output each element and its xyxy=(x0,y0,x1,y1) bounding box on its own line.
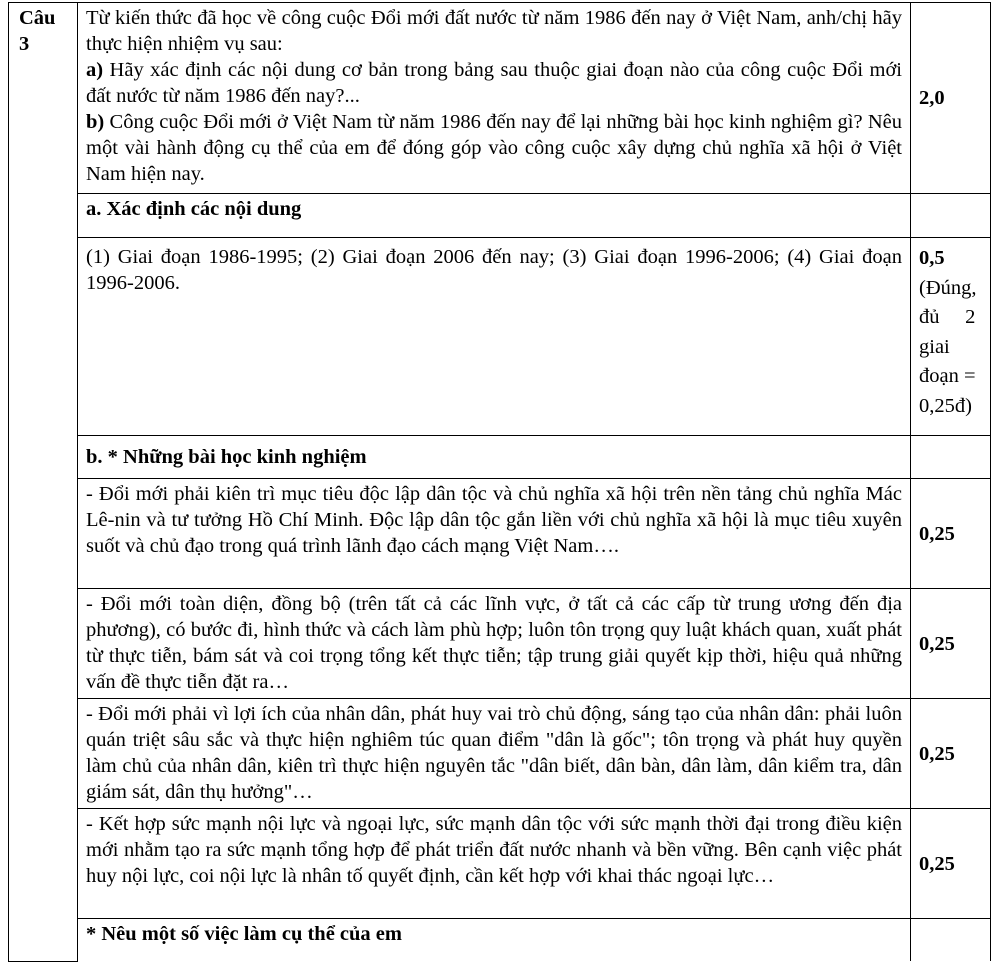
section-a-heading-row xyxy=(9,194,991,238)
section-a-score-note-5: 0,25đ) xyxy=(919,394,972,417)
part-b-label: b) xyxy=(86,111,105,133)
section-b-heading: b. * Những bài học kinh nghiệm xyxy=(78,436,911,479)
answer-key-table-frame xyxy=(8,2,990,979)
section-c-heading-row xyxy=(9,919,991,962)
section-c-heading-score xyxy=(911,919,991,962)
section-a-score-note-2: đủ 2 xyxy=(919,306,976,328)
lesson-text: - Kết hợp sức mạnh nội lực và ngoại lực, sức mạnh dân tộc với sức mạnh thời đại trong điều kiện mới nhằm tạo ra sức mạnh tổng hợp để phát triển đất nước nhanh và bền vững. Bên cạnh việc phát huy nội lực, coi nội lực là nhân tố quyết định, cần kết hợp với khai thác ngoại lực… xyxy=(78,809,911,919)
section-a-heading-score xyxy=(911,194,991,238)
question-number-cell xyxy=(9,3,78,962)
lesson-text: - Đổi mới phải vì lợi ích của nhân dân, phát huy vai trò chủ động, sáng tạo của nhân dân: phải luôn quán triệt sâu sắc và thực hiện nghiêm túc quan điểm "dân là gốc"; tôn trọng và phát huy quyền làm chủ của nhân dân, kiên trì thực hiện nguyên tắc "dân biết, dân bàn, dân làm, dân kiểm tra, dân giám sát, dân thụ hưởng"… xyxy=(78,699,911,809)
section-b-heading-score xyxy=(911,436,991,479)
lesson-row xyxy=(9,809,991,919)
question-row xyxy=(9,3,991,194)
section-a-score-note-1: (Đúng, xyxy=(919,276,977,299)
answer-key-table xyxy=(8,2,991,962)
section-a-score-cell xyxy=(911,238,991,436)
lesson-score: 0,25 xyxy=(911,479,991,589)
question-number: 3 xyxy=(19,33,30,55)
question-part-a xyxy=(86,57,902,109)
section-a-score-note-3: giai xyxy=(919,335,950,358)
section-a-score: 0,5 xyxy=(919,247,945,269)
question-prompt-cell xyxy=(78,3,911,194)
section-a-answer: (1) Giai đoạn 1986-1995; (2) Giai đoạn 2006 đến nay; (3) Giai đoạn 1996-2006; (4) Giai đoạn 1996-2006. xyxy=(78,238,911,436)
lesson-score: 0,25 xyxy=(911,589,991,699)
section-a-heading: a. Xác định các nội dung xyxy=(78,194,911,238)
lesson-text: - Đổi mới phải kiên trì mục tiêu độc lập dân tộc và chủ nghĩa xã hội trên nền tảng chủ nghĩa Mác Lê-nin và tư tưởng Hồ Chí Minh. Độc lập dân tộc gắn liền với chủ nghĩa xã hội là mục tiêu xuyên suốt và chủ đạo trong quá trình lãnh đạo cách mạng Việt Nam…. xyxy=(78,479,911,589)
question-label: Câu xyxy=(19,7,56,29)
part-b-text: Công cuộc Đổi mới ở Việt Nam từ năm 1986 đến nay để lại những bài học kinh nghiệm gì? Nêu một vài hành động cụ thể của em để đóng góp vào công cuộc xây dựng chủ nghĩa xã hội ở Việt Nam hiện nay. xyxy=(86,111,902,185)
part-a-text: Hãy xác định các nội dung cơ bản trong bảng sau thuộc giai đoạn nào của công cuộc Đổi mới đất nước từ năm 1986 đến nay?... xyxy=(86,59,902,107)
section-a-score-note-4: đoạn = xyxy=(919,365,976,387)
lesson-row xyxy=(9,699,991,809)
question-part-b xyxy=(86,109,902,187)
lesson-score: 0,25 xyxy=(911,699,991,809)
lesson-row xyxy=(9,589,991,699)
section-a-answer-row xyxy=(9,238,991,436)
section-b-heading-row xyxy=(9,436,991,479)
question-score: 2,0 xyxy=(911,3,991,194)
lesson-text: - Đổi mới toàn diện, đồng bộ (trên tất cả các lĩnh vực, ở tất cả các cấp từ trung ương đến địa phương), có bước đi, hình thức và cách làm phù hợp; luôn tôn trọng quy luật khách quan, xuất phát từ thực tiễn, bám sát và coi trọng tổng kết thực tiễn; tập trung giải quyết kịp thời, hiệu quả những vấn đề thực tiễn đặt ra… xyxy=(78,589,911,699)
lesson-row xyxy=(9,479,991,589)
question-intro: Từ kiến thức đã học về công cuộc Đổi mới đất nước từ năm 1986 đến nay ở Việt Nam, anh/chị hãy thực hiện nhiệm vụ sau: xyxy=(86,7,902,55)
lesson-score: 0,25 xyxy=(911,809,991,919)
section-c-heading: * Nêu một số việc làm cụ thể của em xyxy=(78,919,911,962)
part-a-label: a) xyxy=(86,59,104,81)
